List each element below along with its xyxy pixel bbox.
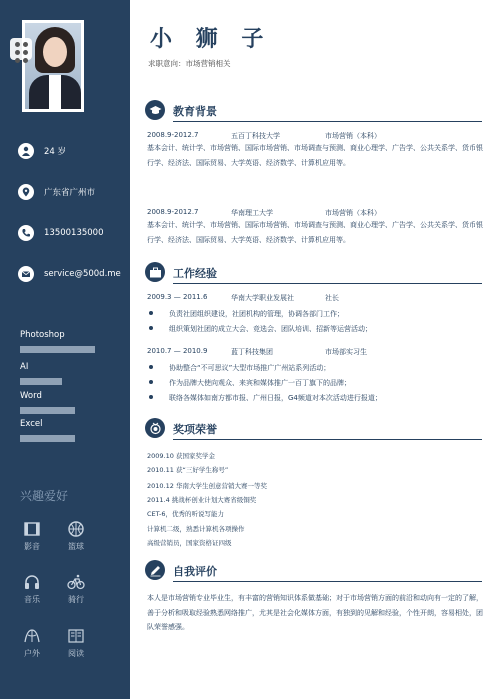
sidebar	[0, 0, 130, 699]
award-item: 计算机二级，熟悉计算机各项操作	[147, 525, 245, 533]
section-title: 奖项荣誉	[173, 423, 217, 436]
film-icon	[23, 520, 41, 538]
job-intent: 求职意向：市场营销相关	[148, 59, 231, 68]
edu-description: 基本会计、统计学、市场营销、国际市场营销、市场调查与预测、商业心理学、广告学、公共关系学、货币银行学、经济法、国际贸易、大学英语、经济数学、计算机应用等。	[147, 144, 483, 167]
skill-label: Word	[20, 391, 42, 401]
phone-icon	[18, 225, 34, 241]
hobby-label: 阅读	[68, 649, 84, 658]
mountain-icon	[23, 627, 41, 645]
profile-photo	[22, 20, 84, 112]
work-section-header	[145, 262, 482, 284]
hobby-label: 骑行	[68, 595, 84, 604]
person-icon	[18, 143, 34, 159]
award-item: CET-6，优秀的听说写能力	[147, 510, 225, 518]
mail-icon	[18, 266, 34, 282]
hobbies-title: 兴趣爱好	[20, 489, 69, 503]
education-section-header	[145, 100, 482, 122]
skill-label: Photoshop	[20, 330, 65, 340]
award-item: 高级营销员，国家资格证四级	[147, 539, 232, 547]
bicycle-icon	[67, 573, 85, 591]
award-item: 2009.10 获国家奖学金	[147, 452, 215, 460]
age-info	[18, 143, 66, 159]
phone-info	[18, 225, 104, 241]
skill-bar	[20, 435, 75, 442]
hobby-item	[56, 573, 96, 605]
location-pin-icon	[18, 184, 34, 200]
email-text: service@500d.me	[44, 269, 121, 279]
section-title: 工作经验	[173, 267, 217, 280]
pencil-icon	[145, 560, 165, 580]
award-item: 2011.4 挑战杯创业计划大赛省级铜奖	[147, 496, 257, 504]
basketball-icon	[67, 520, 85, 538]
edu-period: 2008.9-2012.7	[147, 208, 199, 216]
hobby-item	[12, 627, 52, 659]
candidate-name: 小 狮 子	[150, 27, 272, 52]
edu-major: 市场营销（本科）	[325, 209, 381, 217]
work-org: 华南大学职业发展社	[231, 294, 294, 302]
headphones-icon	[23, 573, 41, 591]
skill-bar	[20, 407, 75, 414]
briefcase-icon	[145, 262, 165, 282]
skill-bar	[20, 378, 62, 385]
hobby-label: 篮球	[68, 542, 84, 551]
skill-bar	[20, 346, 95, 353]
hobby-label: 户外	[24, 649, 40, 658]
phone-text: 13500135000	[44, 228, 104, 238]
edu-description: 基本会计、统计学、市场营销、国际市场营销、市场调查与预测、商业心理学、广告学、公共关系学、货币银行学、经济法、国际贸易、大学英语、经济数学、计算机应用等。	[147, 221, 483, 244]
edu-school: 五百丁科技大学	[231, 132, 280, 140]
hobby-item	[12, 573, 52, 605]
self-eval-section-header	[145, 560, 482, 582]
age-text: 24 岁	[44, 147, 67, 157]
self-eval-text: 本人是市场营销专业毕业生，有丰富的营销知识体系做基础；对于市场营销方面的前沿和动向有一定的了解，善于分析和吸取经验熟悉网络推广，尤其是社会化媒体方面，有独到的见解和经验，个性开朗，容易相处，团队荣誉感强。	[147, 594, 483, 631]
book-icon	[67, 627, 85, 645]
award-item: 2010.12 华南大学生创意营销大赛一等奖	[147, 482, 267, 490]
work-period: 2009.3 — 2011.6	[147, 293, 208, 301]
edu-major: 市场营销（本科）	[325, 132, 381, 140]
skill-label: AI	[20, 362, 29, 372]
section-title: 教育背景	[173, 105, 217, 118]
hobby-item	[56, 627, 96, 659]
edu-school: 华南理工大学	[231, 209, 273, 217]
work-role: 市场部实习生	[325, 348, 367, 356]
award-item: 2010.11 获“三好学生称号”	[147, 466, 229, 474]
location-text: 广东省广州市	[44, 188, 96, 198]
skill-label: Excel	[20, 419, 43, 429]
menu-icon[interactable]	[10, 38, 32, 60]
hobby-item	[12, 520, 52, 552]
medal-icon	[145, 418, 165, 438]
main-content: 小 狮 子 求职意向：市场营销相关 教育背景 2008.9-2012.7 五百丁科技大学 市场营销（本科） 基本会计、统计学、市场营销、国际市场营销、市场调查与预测、商业心理学、广告学、公共关系学、货币银行学、经济法、国际贸易、大学英语、经济数学、计算机应用等。 2008.9-2012.7 华南理工大学 市场营销（本科） 基本会计、统计学、市场营销、国际市场营销、市场调查与预测、商业心理学、广告学、公共关系学、货币银行学、经济法、国际贸易、大学英语、经济数学、计算机应用等。 工作经验 2009.3 — 2011.6 华南大学职业发展社 社长 负责社团组织建设，社团机构的管理，协调各部门工作； 组织策划社团的成立大会、竞选会、团队培训、招新等运营活动； 2010.7 — 2010.9 蓝丁科技集团 市场部实习生 协助整合“不可思议”大型市场推广广州站系列活动； 作为品牌大使向观众、来宾和媒体推广一百丁旗下的品牌； 联络各媒体如南方都市报、广州日报，G4频道对本次活动进行报道； 奖项荣誉 2009.10 获国家奖学金 2010.11 获“三好学生称号” 2010.12 华南大学生创意营销大赛一等奖 2011.4 挑战杯创业计划大赛省级铜奖 CET-6，优秀的听说写能力 计算机二级，熟悉计算机各项操作 高级营销员，国家资格证四级 自我评价 本人是市场营销专业毕业生，有丰富的营销知识体系做基础；对于市场营销方面的前沿和动向有一定的了解，善于分析和吸取经验熟悉网络推广，尤其是社会化媒体方面，有独到的见解和经验，个性开朗，容易相处，团队荣誉感强。	[130, 0, 495, 699]
work-role: 社长	[325, 294, 339, 302]
awards-section-header	[145, 418, 482, 440]
work-org: 蓝丁科技集团	[231, 348, 273, 356]
work-period: 2010.7 — 2010.9	[147, 347, 208, 355]
hobby-item	[56, 520, 96, 552]
hobby-label: 影音	[24, 542, 40, 551]
location-info	[18, 184, 95, 200]
email-info	[18, 266, 121, 282]
section-title: 自我评价	[173, 565, 217, 578]
hobby-label: 音乐	[24, 595, 40, 604]
graduation-cap-icon	[145, 100, 165, 120]
edu-period: 2008.9-2012.7	[147, 131, 199, 139]
